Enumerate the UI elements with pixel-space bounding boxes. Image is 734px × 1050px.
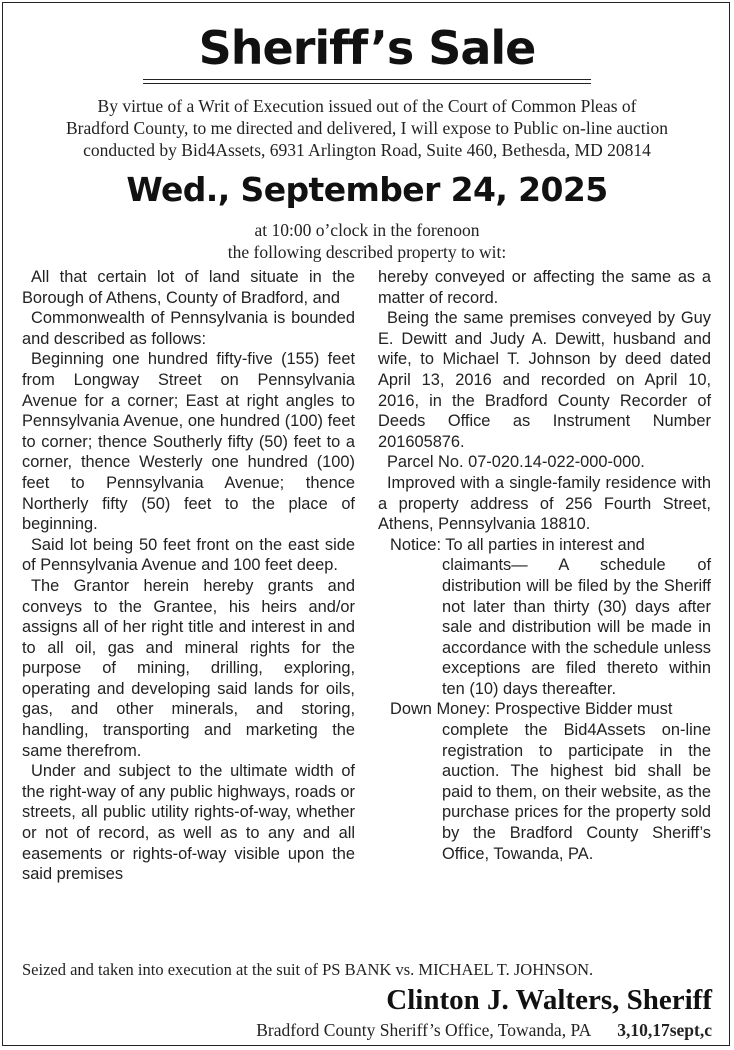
- paragraph-metes-bounds: Beginning one hundred fifty-five (155) feet from Longway Street on Pennsylvania Avenue for a corner; East at right angles to Pennsylvania Avenue, one hundred (100) feet to corner; thence Southerly fifty (50) feet to a corner, thence Westerly one hundred (100) feet to Pennsylvania Avenue; thence Northerly fifty (50) feet to the place of beginning.: [22, 350, 355, 534]
- intro-line: Bradford County, to me directed and delivered, I will expose to Public on-line auction: [66, 118, 668, 138]
- sale-time: [0, 219, 734, 263]
- property-intro-line: the following described property to wit:: [227, 242, 507, 262]
- notice-body: claimants— A schedule of distribution will be filed by the Sheriff not later than thirty (30) days after sale and distribution will be made in accordance with the schedule unless exceptions are filed thereto within ten (10) days thereafter.: [442, 556, 711, 698]
- property-description-right-column: [378, 267, 711, 864]
- paragraph-commonwealth: Commonwealth of Pennsylvania is bounded and described as follows:: [22, 309, 355, 348]
- sheriff-office: Bradford County Sheriff’s Office, Towanda, PA: [256, 1020, 592, 1040]
- office-line: [256, 1019, 712, 1041]
- sheriff-signature: Clinton J. Walters, Sheriff: [386, 984, 712, 1016]
- down-money-body: complete the Bid4Assets on-line registration to participate in the auction. The highest bid shall be paid to them, on their website, as the purchase prices for the property sold by the Bradford County Sheriff’s Office, Towanda, PA.: [442, 721, 711, 863]
- paragraph-parcel-number: Parcel No. 07-020.14-022-000-000.: [387, 453, 645, 472]
- time-line: at 10:00 o’clock in the forenoon: [254, 220, 480, 240]
- paragraph-lot-size: Said lot being 50 feet front on the east side of Pennsylvania Avenue and 100 feet deep.: [22, 535, 355, 575]
- intro-line: conducted by Bid4Assets, 6931 Arlington Road, Suite 460, Bethesda, MD 20814: [83, 140, 651, 160]
- ad-run-code: 3,10,17sept,c: [617, 1020, 712, 1040]
- page-title: Sheriff’s Sale: [198, 21, 536, 75]
- paragraph-continuation: hereby conveyed or affecting the same as a matter of record.: [378, 268, 711, 307]
- notice-lead: Notice: To all parties in interest and: [390, 535, 645, 554]
- writ-intro: [20, 95, 714, 161]
- seized-statement: Seized and taken into execution at the suit of PS BANK vs. MICHAEL T. JOHNSON.: [22, 960, 594, 979]
- paragraph-property-address: Improved with a single-family residence with a property address of 256 Fourth Street, Athens, Pennsylvania 18810.: [378, 473, 711, 534]
- down-money-lead: Down Money: Prospective Bidder must: [390, 700, 673, 719]
- title-underline-top: [143, 79, 591, 80]
- paragraph-right-of-way: Under and subject to the ultimate width of the right-way of any public highways, roads or streets, all public utility rights-of-way, whether or not of record, as well as to any and all easements or rights-of-way visible upon the said premises: [22, 762, 355, 884]
- paragraph-mineral-rights: The Grantor herein hereby grants and conveys to the Grantee, his heirs and/or assigns all of her right title and interest in and to all oil, gas and mineral rights for the purpose of mining, drilling, exploring, operating and developing said lands for oils, gas, and other minerals, and storing, handling, transporting and marketing the same therefrom.: [22, 576, 355, 760]
- paragraph-deed: Being the same premises conveyed by Guy E. Dewitt and Judy A. Dewitt, husband and wife, to Michael T. Johnson by deed dated April 13, 2016 and recorded on April 10, 2016, in the Bradford County Recorder of Deeds Office as Instrument Number 201605876.: [378, 309, 711, 451]
- property-description-left-column: [22, 267, 355, 885]
- paragraph-lot-location: All that certain lot of land situate in the Borough of Athens, County of Bradford, and: [22, 268, 355, 307]
- sale-date: Wed., September 24, 2025: [126, 170, 608, 209]
- intro-line: By virtue of a Writ of Execution issued out of the Court of Common Pleas of: [97, 96, 637, 116]
- title-underline-bottom: [143, 83, 591, 84]
